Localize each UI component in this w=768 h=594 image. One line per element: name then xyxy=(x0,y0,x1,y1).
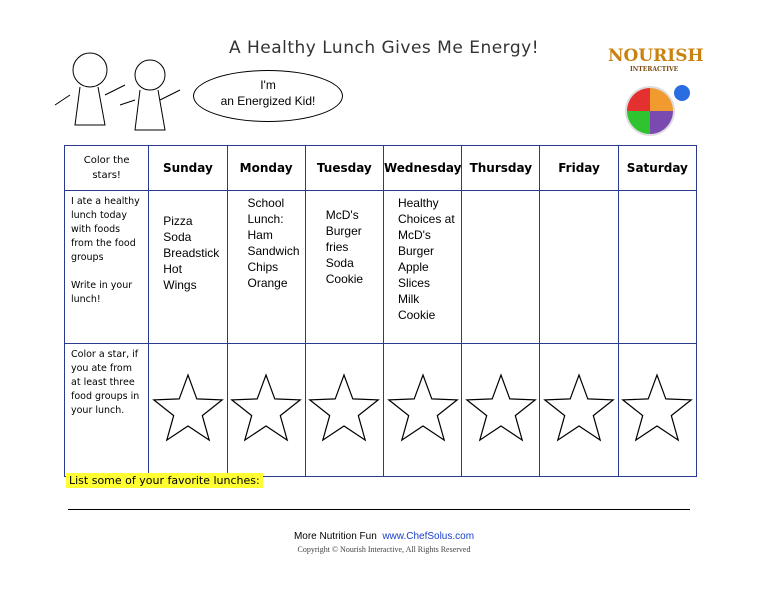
star-icon[interactable] xyxy=(229,373,303,443)
lunch-item: School xyxy=(247,196,285,210)
bubble-line2: an Energized Kid! xyxy=(220,94,316,108)
corner-label: Color the stars! xyxy=(65,146,149,191)
lunch-item: Soda xyxy=(163,230,192,244)
lunch-item: Chips xyxy=(247,260,279,274)
logo-text: NOURISH xyxy=(608,46,704,66)
lunch-item: Burger xyxy=(397,244,434,258)
day-wednesday: Wednesday xyxy=(383,146,461,191)
header-row xyxy=(65,146,697,191)
lunch-item: McD's xyxy=(397,228,431,242)
lunch-cell[interactable] xyxy=(462,191,540,344)
bubble-line1: I'm xyxy=(260,78,276,92)
lunch-item: Cookie xyxy=(397,308,436,322)
star-icon[interactable] xyxy=(386,373,460,443)
day-thursday: Thursday xyxy=(462,146,540,191)
day-friday: Friday xyxy=(540,146,618,191)
footer-text: More Nutrition Fun xyxy=(293,531,377,542)
speech-bubble xyxy=(193,70,343,122)
nourish-logo xyxy=(608,46,704,74)
star-cell[interactable] xyxy=(540,344,618,477)
star-cell[interactable] xyxy=(227,344,305,477)
star-cell[interactable] xyxy=(305,344,383,477)
myplate-icon xyxy=(624,84,694,138)
star-icon[interactable] xyxy=(151,373,225,443)
lunch-item: Milk xyxy=(397,292,420,306)
lunch-item: Pizza xyxy=(163,214,193,228)
lunch-item: Breadstick xyxy=(163,246,220,260)
lunch-item: Apple xyxy=(397,260,429,274)
star-cell[interactable] xyxy=(618,344,696,477)
lunch-cell[interactable] xyxy=(540,191,618,344)
lunch-item: Orange xyxy=(247,276,288,290)
lunch-chart-table xyxy=(64,145,697,477)
row1-label2: Write in your lunch! xyxy=(71,280,133,305)
star-icon[interactable] xyxy=(542,373,616,443)
lunch-cell[interactable] xyxy=(227,191,305,344)
logo-sub: INTERACTIVE xyxy=(630,66,679,73)
lunch-item: Cookie xyxy=(325,272,364,286)
footer xyxy=(0,531,768,543)
star-row xyxy=(65,344,697,477)
lunch-item: Soda xyxy=(325,256,354,270)
star-cell[interactable] xyxy=(149,344,227,477)
lunch-cell[interactable] xyxy=(149,191,227,344)
lunch-cell[interactable] xyxy=(383,191,461,344)
row1-label: I ate a healthy lunch today with foods from the food groups xyxy=(71,196,140,263)
lunch-item: Sandwich xyxy=(247,244,300,258)
day-tuesday: Tuesday xyxy=(305,146,383,191)
copyright: Copyright © Nourish Interactive, All Rights Reserved xyxy=(297,545,471,554)
write-line[interactable] xyxy=(68,509,690,510)
day-saturday: Saturday xyxy=(618,146,696,191)
chefsolus-link[interactable]: www.ChefSolus.com xyxy=(382,531,475,542)
lunch-row xyxy=(65,191,697,344)
lunch-row-label xyxy=(65,191,149,344)
lunch-cell[interactable] xyxy=(305,191,383,344)
lunch-item: Burger xyxy=(325,224,362,238)
lunch-item: Choices at xyxy=(397,212,455,226)
day-monday: Monday xyxy=(227,146,305,191)
day-sunday: Sunday xyxy=(149,146,227,191)
lunch-item: Healthy xyxy=(397,196,439,210)
star-icon[interactable] xyxy=(620,373,694,443)
lunch-item: Slices xyxy=(397,276,430,290)
lunch-item: fries xyxy=(325,240,349,254)
favorites-label: List some of your favorite lunches: xyxy=(66,473,263,488)
lunch-item: Hot xyxy=(163,262,182,276)
star-cell[interactable] xyxy=(462,344,540,477)
kids-illustration xyxy=(50,45,190,145)
star-cell[interactable] xyxy=(383,344,461,477)
lunch-item: Lunch: xyxy=(247,212,284,226)
page-title: A Healthy Lunch Gives Me Energy! xyxy=(228,38,540,58)
star-row-label: Color a star, if you ate from at least three food groups in your lunch. xyxy=(65,344,149,477)
star-icon[interactable] xyxy=(464,373,538,443)
lunch-item: Wings xyxy=(163,278,197,292)
lunch-item: McD's xyxy=(325,208,359,222)
star-icon[interactable] xyxy=(307,373,381,443)
lunch-cell[interactable] xyxy=(618,191,696,344)
lunch-item: Ham xyxy=(247,228,273,242)
